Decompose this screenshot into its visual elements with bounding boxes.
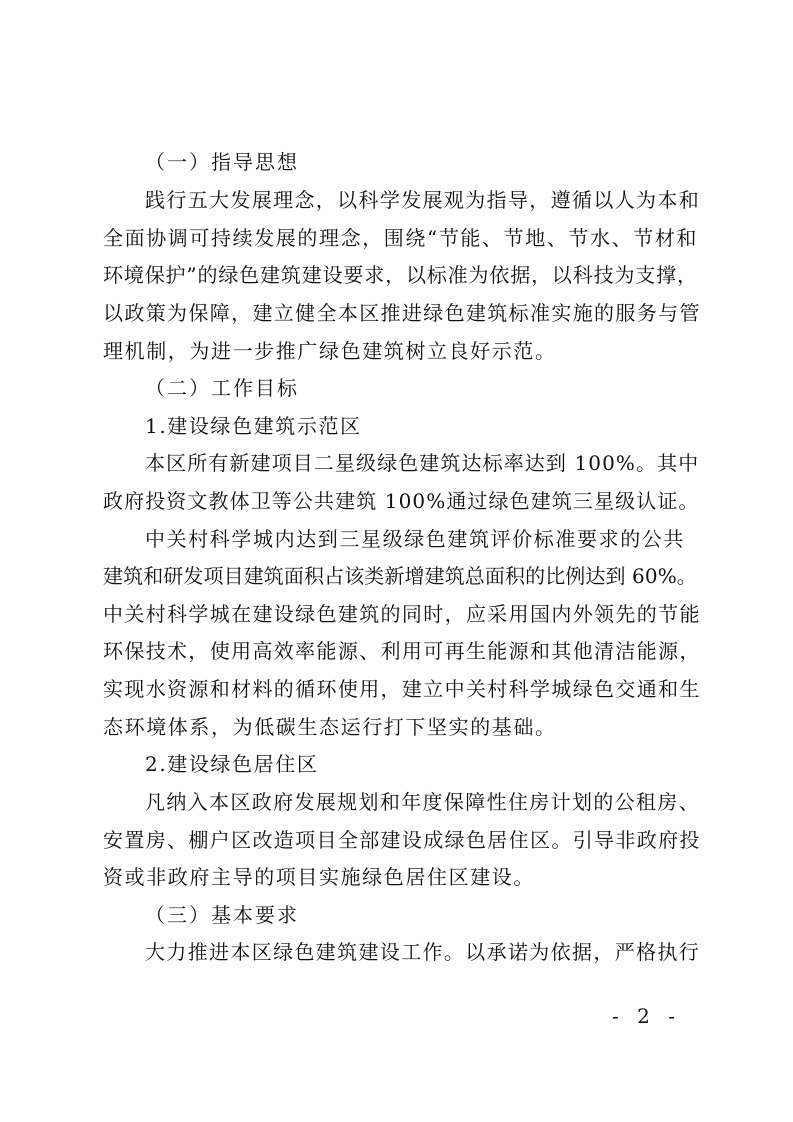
paragraph-line: 大力推进本区绿色建筑建设工作。以承诺为依据，严格执行 (145, 940, 701, 964)
subsection-heading-residential-zone: 2.建设绿色居住区 (145, 752, 319, 776)
section-heading-work-goals: （二）工作目标 (145, 376, 299, 400)
subsection-heading-demo-zone: 1.建设绿色建筑示范区 (145, 414, 362, 438)
section-heading-basic-requirements: （三）基本要求 (145, 903, 299, 927)
paragraph-line: 安置房、棚户区改造项目全部建设成绿色居住区。引导非政府投 (103, 828, 701, 852)
paragraph-line: 理机制，为进一步推广绿色建筑树立良好示范。 (103, 339, 557, 363)
paragraph-line: 中关村科学城在建设绿色建筑的同时，应采用国内外领先的节能 (103, 602, 701, 626)
paragraph-line: 政府投资文教体卫等公共建筑 100%通过绿色建筑三星级认证。 (103, 489, 700, 513)
paragraph-line: 践行五大发展理念，以科学发展观为指导，遵循以人为本和 (145, 188, 701, 212)
paragraph-line: 资或非政府主导的项目实施绿色居住区建设。 (103, 865, 535, 889)
paragraph-line: 中关村科学城内达到三星级绿色建筑评价标准要求的公共 (145, 527, 685, 551)
paragraph-line: 环境保护”的绿色建筑建设要求，以标准为依据，以科技为支撑， (103, 263, 698, 287)
paragraph-line: 凡纳入本区政府发展规划和年度保障性住房计划的公租房、 (145, 790, 701, 814)
paragraph-line: 建筑和研发项目建筑面积占该类新增建筑总面积的比例达到 60%。 (103, 564, 697, 588)
paragraph-line: 实现水资源和材料的循环使用，建立中关村科学城绿色交通和生 (103, 677, 701, 701)
page-number: - 2 - (612, 1004, 681, 1028)
section-heading-guiding-thought: （一）指导思想 (145, 150, 299, 174)
paragraph-line: 全面协调可持续发展的理念，围绕“节能、节地、节水、节材和 (103, 226, 699, 250)
paragraph-line: 环保技术，使用高效率能源、利用可再生能源和其他清洁能源， (103, 639, 701, 663)
paragraph-line: 以政策为保障，建立健全本区推进绿色建筑标准实施的服务与管 (103, 301, 701, 325)
paragraph-line: 本区所有新建项目二星级绿色建筑达标率达到 100%。其中 (145, 451, 700, 475)
paragraph-line: 态环境体系，为低碳生态运行打下坚实的基础。 (103, 715, 557, 739)
